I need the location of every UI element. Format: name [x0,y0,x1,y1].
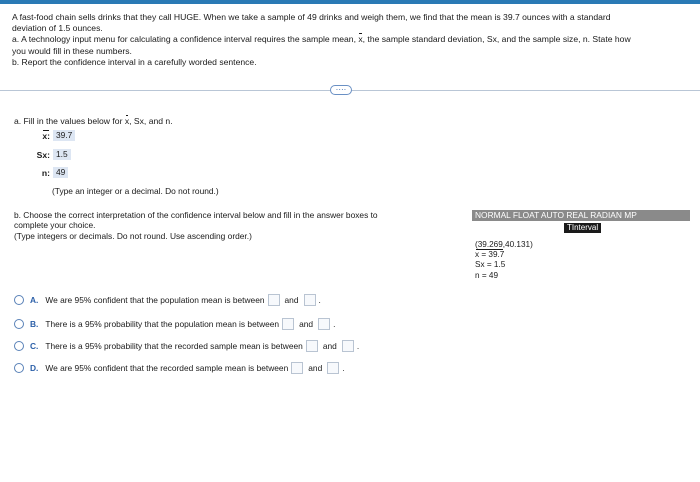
question-line: deviation of 1.5 ounces. [12,23,103,34]
sx-field-row [26,149,71,160]
calculator-xbar-text: x = 39.7 [475,250,505,260]
xbar-label-text: x: [42,130,50,141]
sx-field-label: Sx: [36,149,50,160]
lower-bound-input[interactable] [268,294,280,306]
question-part-a-text: a. A technology input menu for calculating a confidence interval requires the sample mean, [12,34,356,45]
xbar-field-row [26,130,75,141]
xbar-answer-field[interactable]: 39.7 [53,130,75,141]
calculator-n: n = 49 [475,270,498,280]
calculator-output [475,240,533,281]
option-d[interactable] [14,362,345,374]
upper-bound-input[interactable] [327,362,339,374]
n-answer-field[interactable]: 49 [53,167,68,178]
part-b-line: b. Choose the correct interpretation of the confidence interval below and fill in the answer boxes to [14,210,378,220]
option-text: We are 95% confident that the population mean is between [45,295,265,305]
period: . [318,295,321,305]
question-part-a-text-rest: , the sample standard deviation, Sx, and the sample size, n. State how [362,34,631,45]
and-label: and [284,295,299,305]
lower-bound-input[interactable] [291,362,303,374]
radio-button-icon[interactable] [14,319,24,329]
option-a[interactable] [14,294,321,306]
calculator-xbar [475,250,533,260]
top-accent-bar [0,0,700,4]
lower-bound-input[interactable] [306,340,318,352]
x-bar-symbol: x [358,34,363,45]
and-label: and [322,341,337,351]
lower-bound-input[interactable] [282,318,294,330]
period: . [333,319,336,329]
period: . [356,341,360,351]
upper-bound-input[interactable] [342,340,354,352]
calculator-tinterval-title: TInterval [564,223,601,233]
n-field-label: n: [41,167,50,178]
calculator-sx: Sx = 1.5 [475,260,506,270]
radio-button-icon[interactable] [14,363,24,373]
and-label: and [308,363,323,373]
upper-bound-input[interactable] [304,294,316,306]
option-text: There is a 95% probability that the population mean is between [45,319,280,329]
upper-bound-input[interactable] [318,318,330,330]
part-a-hint: (Type an integer or a decimal. Do not round.) [52,186,219,196]
n-field-row [26,167,68,178]
sx-answer-field[interactable]: 1.5 [53,149,71,160]
expand-more-button[interactable]: ···· [330,85,352,95]
part-a-suffix: , Sx, and n. [129,116,173,126]
option-letter: B. [30,319,39,329]
question-line [12,34,692,45]
radio-button-icon[interactable] [14,341,24,351]
xbar-field-label [26,131,50,141]
calculator-interval: (39.269,40.131) [475,240,533,249]
question-line: b. Report the confidence interval in a carefully worded sentence. [12,56,257,67]
part-a-prefix: a. Fill in the values below for [14,116,123,126]
question-line: you would fill in these numbers. [12,45,132,56]
part-b-line: complete your choice. [14,220,96,231]
option-letter: A. [30,295,39,305]
and-label: and [299,319,314,329]
part-b-instructions: (Type integers or decimals. Do not round. Use ascending order.) [14,230,252,241]
x-bar-symbol: x [124,116,130,126]
question-text [12,12,692,68]
option-text: We are 95% confident that the recorded sample mean is between [45,363,289,373]
period: . [342,363,345,373]
option-letter: C. [30,341,39,351]
option-text: There is a 95% probability that the recorded sample mean is between [45,341,303,351]
part-b-prompt [14,210,434,241]
option-letter: D. [30,363,39,373]
question-line: A fast-food chain sells drinks that they call HUGE. When we take a sample of 49 drinks and weigh them, we find that the mean is 39.7 ounces with a standard [12,12,611,22]
part-a-prompt [14,116,173,126]
calculator-screenshot [472,210,690,280]
radio-button-icon[interactable] [14,295,24,305]
option-c[interactable] [14,340,359,352]
option-b[interactable] [14,318,335,330]
calculator-status-bar: NORMAL FLOAT AUTO REAL RADIAN MP [472,210,690,221]
